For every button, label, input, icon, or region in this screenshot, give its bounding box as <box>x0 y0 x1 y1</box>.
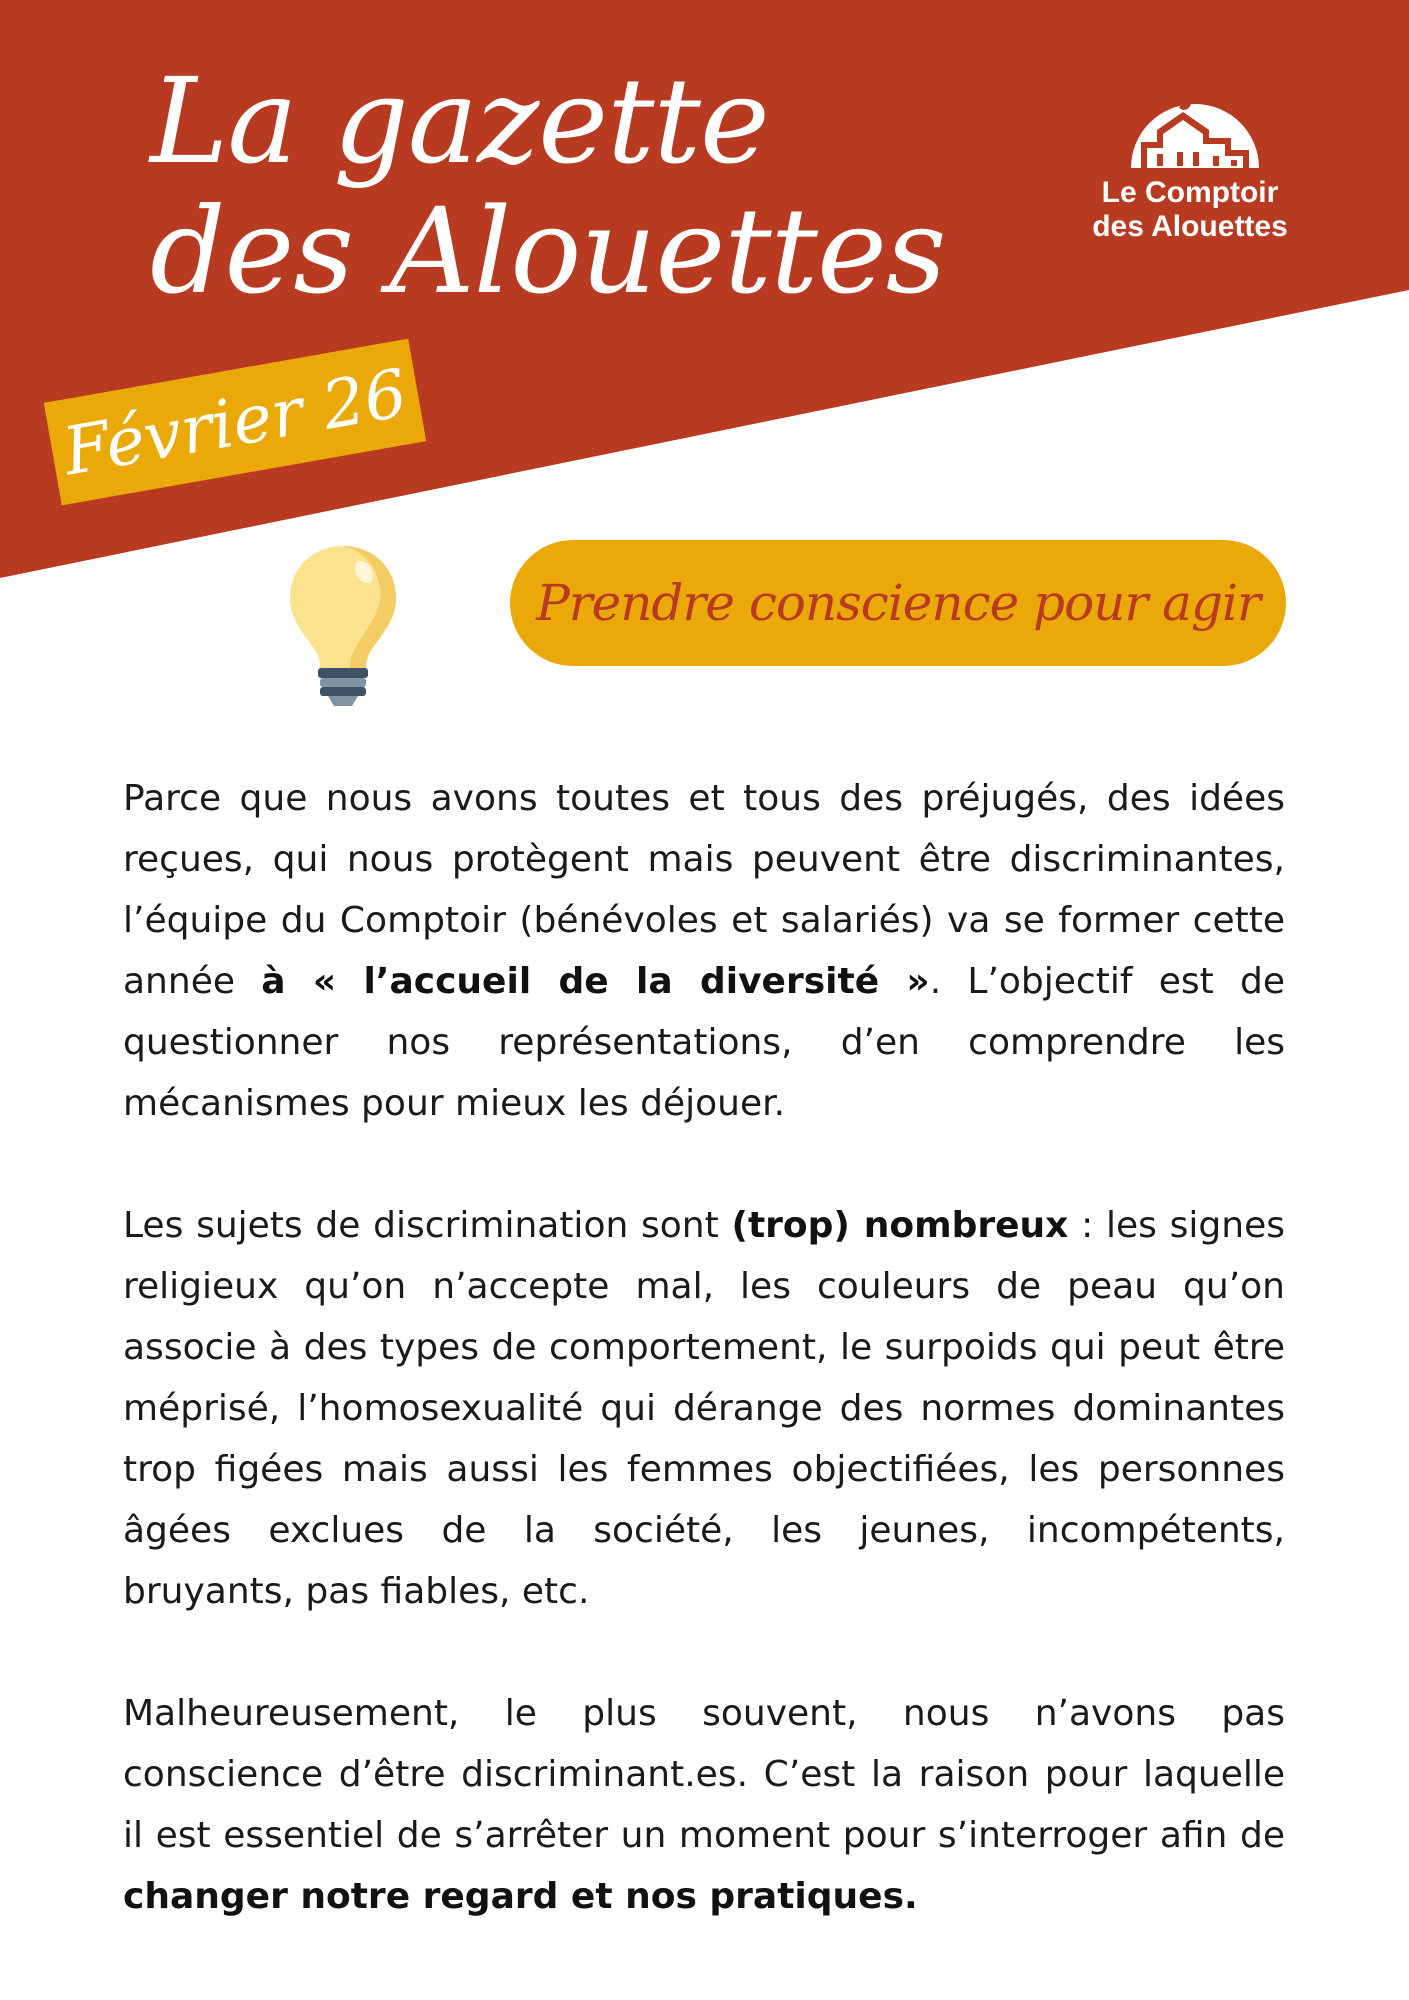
article-paragraph-2 <box>123 1195 1285 1622</box>
paragraph-3-highlight: changer notre regard et nos pratiques. <box>123 1876 918 1917</box>
paragraph-1-highlight: à « l’accueil de la diversité » <box>261 961 930 1002</box>
article-paragraph-3 <box>123 1683 1285 1927</box>
paragraph-2-text-end: : les signes religieux qu’on n’accepte mal, les couleurs de peau qu’on associe à des types de comportement, le surpoids qui peut être méprisé, l’homosexualité qui dérange des normes dominantes trop figées mais aussi les femmes objectifiées, les personnes âgées exclues de la société, les jeunes, incompétents, bruyants, pas fiables, etc. <box>123 1205 1285 1612</box>
paragraph-2-highlight: (trop) nombreux <box>731 1205 1069 1246</box>
section-heading-pill <box>510 540 1286 666</box>
lightbulb-icon <box>284 542 402 712</box>
comptoir-logo <box>1085 72 1295 252</box>
paragraph-1-text: Parce que nous avons toutes et tous des préjugés, des idées reçues, qui nous protègent mais peuvent être discriminantes, l’équipe du Comptoir (bénévoles et salariés) va se former cette année <box>123 778 1285 1002</box>
article-body <box>123 768 1285 1988</box>
section-title: Prendre conscience pour agir <box>536 574 1260 632</box>
issue-date: Février 26 <box>57 353 413 491</box>
logo-text-line-1: Le Comptoir <box>1101 176 1279 209</box>
paragraph-3-text: Malheureusement, le plus souvent, nous n’avons pas conscience d’être discriminant.es. C’est la raison pour laquelle il est essentiel de s’arrêter un moment pour s’interroger afin de <box>123 1693 1285 1856</box>
article-paragraph-1 <box>123 768 1285 1134</box>
paragraph-1-text-end: . L’objectif est de questionner nos représentations, d’en comprendre les mécanismes pour mieux les déjouer. <box>123 961 1285 1124</box>
paragraph-2-text: Les sujets de discrimination sont <box>123 1205 732 1246</box>
house-bird-logo-icon <box>1127 72 1263 172</box>
newsletter-title-line-2: des Alouettes <box>150 182 946 320</box>
newsletter-title-line-1: La gazette <box>150 52 769 190</box>
logo-text-line-2: des Alouettes <box>1092 210 1288 243</box>
